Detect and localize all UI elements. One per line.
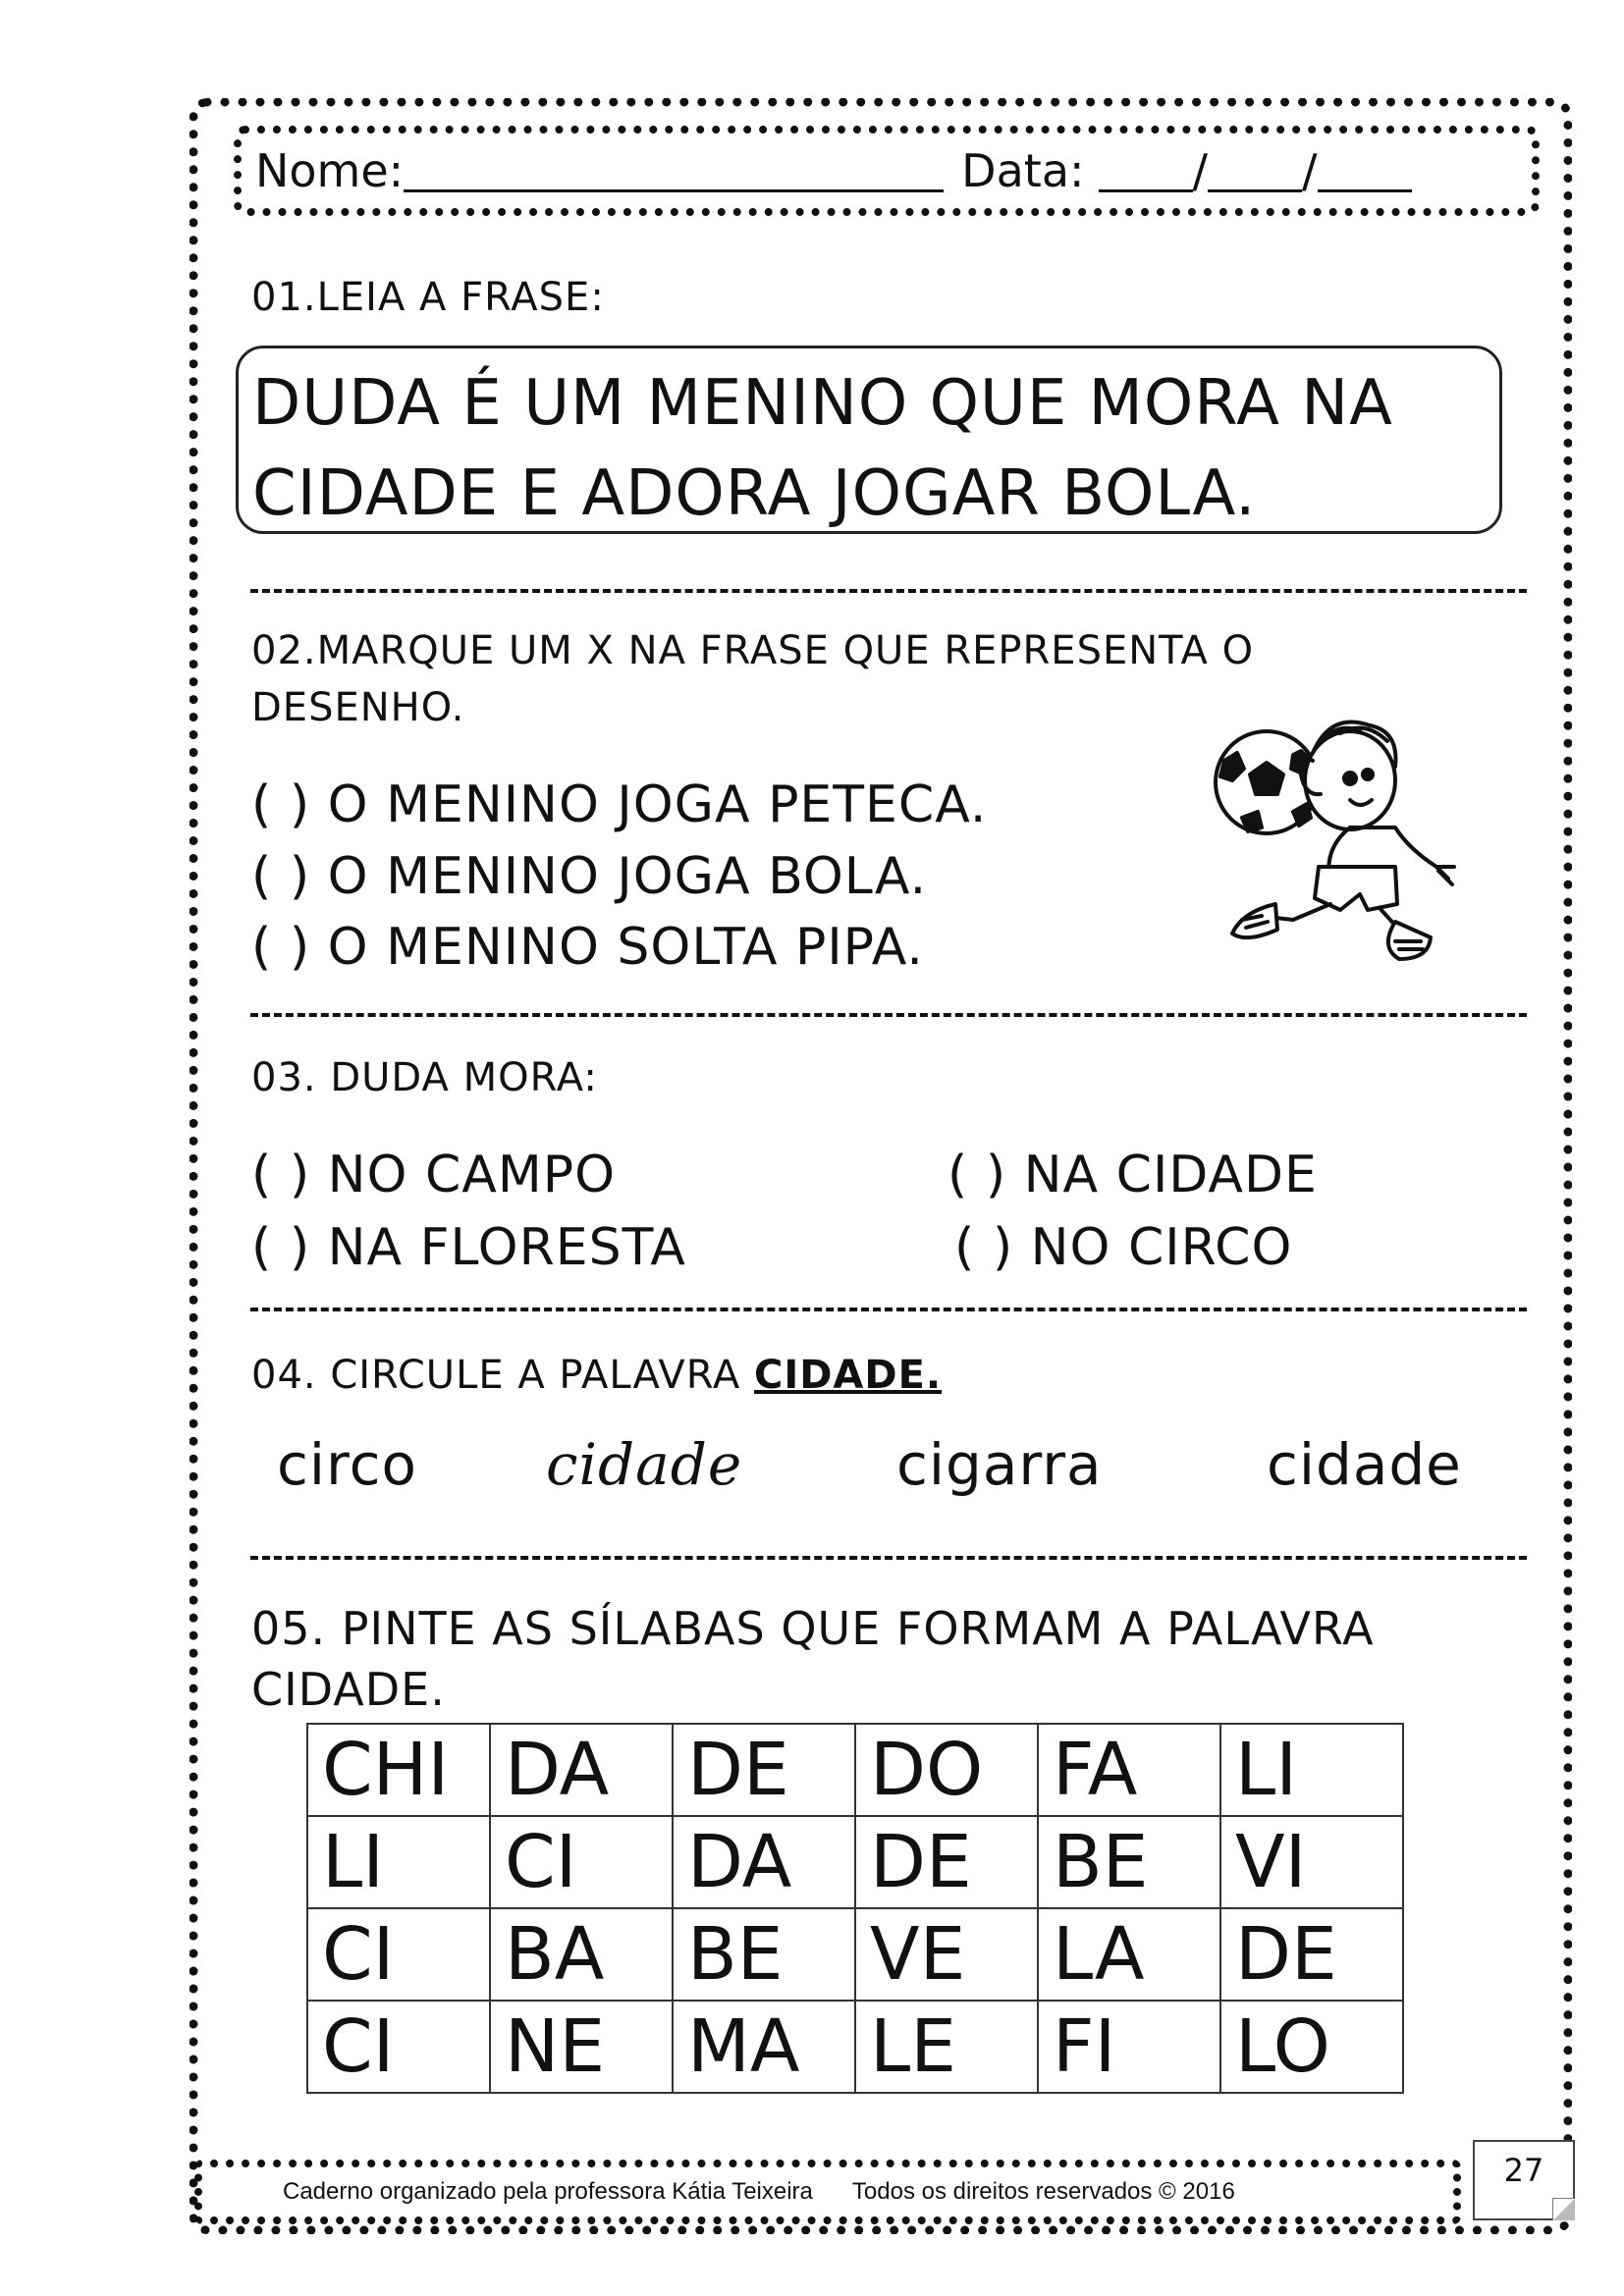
section-divider (250, 1013, 1527, 1021)
section-divider (250, 1556, 1527, 1564)
q2-title-line-2: DESENHO. (251, 685, 465, 730)
q3-title: 03. DUDA MORA: (251, 1055, 598, 1100)
syllable-cell[interactable]: LI (307, 1816, 490, 1908)
syllable-cell[interactable]: DO (855, 1724, 1038, 1816)
date-year-field[interactable] (1318, 150, 1412, 192)
q3-option[interactable]: ( ) NA CIDADE (947, 1146, 1318, 1204)
phrase-line-1: DUDA É UM MENINO QUE MORA NA (252, 367, 1393, 440)
page-curl-icon (1552, 2198, 1575, 2220)
syllable-cell[interactable]: FI (1038, 2001, 1220, 2093)
name-label: Nome: (255, 144, 405, 197)
page-number: 27 (1503, 2152, 1544, 2189)
syllable-cell[interactable]: LE (855, 2001, 1038, 2093)
syllable-cell[interactable]: DA (490, 1724, 673, 1816)
syllable-cell[interactable]: CI (307, 2001, 490, 2093)
footer-credit: Caderno organizado pela professora Kátia Teixeira (283, 2178, 813, 2205)
q1-title: 01.LEIA A FRASE: (251, 275, 605, 320)
syllable-cell[interactable]: DE (673, 1724, 855, 1816)
page-number-box (1473, 2140, 1575, 2220)
syllable-cell[interactable]: LA (1038, 1908, 1220, 2001)
boy-with-ball-illustration (1203, 702, 1458, 967)
header-box (234, 126, 1540, 216)
table-row (307, 1816, 1403, 1908)
syllable-cell[interactable]: BE (673, 1908, 855, 2001)
name-field[interactable] (404, 150, 944, 192)
phrase-line-2: CIDADE E ADORA JOGAR BOLA. (252, 457, 1257, 530)
word-option[interactable]: cidade (1267, 1431, 1462, 1498)
syllable-cell[interactable]: BE (1038, 1816, 1220, 1908)
q2-option[interactable]: ( ) O MENINO JOGA PETECA. (251, 775, 988, 834)
q3-option[interactable]: ( ) NA FLORESTA (251, 1218, 686, 1277)
syllable-cell[interactable]: NE (490, 2001, 673, 2093)
syllable-cell[interactable]: CI (307, 1908, 490, 2001)
section-divider (250, 1308, 1527, 1315)
table-row (307, 2001, 1403, 2093)
syllable-cell[interactable]: VE (855, 1908, 1038, 2001)
syllable-cell[interactable]: FA (1038, 1724, 1220, 1816)
syllable-cell[interactable]: DA (673, 1816, 855, 1908)
table-row (307, 1724, 1403, 1816)
q2-title-line-1: 02.MARQUE UM X NA FRASE QUE REPRESENTA O (251, 628, 1255, 673)
date-label: Data: (961, 144, 1085, 197)
word-option[interactable]: circo (277, 1431, 417, 1498)
q5-title-line-2: CIDADE. (251, 1663, 446, 1716)
phrase-box (236, 346, 1502, 534)
syllable-cell[interactable]: DE (855, 1816, 1038, 1908)
syllable-cell[interactable]: LO (1220, 2001, 1403, 2093)
date-slash: / (1192, 144, 1209, 197)
q2-option[interactable]: ( ) O MENINO SOLTA PIPA. (251, 918, 924, 977)
word-option[interactable]: cigarra (896, 1431, 1103, 1498)
q5-title-line-1: 05. PINTE AS SÍLABAS QUE FORMAM A PALAVRA (251, 1602, 1375, 1655)
footer-box (194, 2160, 1461, 2224)
syllable-grid (306, 1723, 1404, 2094)
syllable-cell[interactable]: DE (1220, 1908, 1403, 2001)
table-row (307, 1908, 1403, 2001)
date-month-field[interactable] (1208, 150, 1302, 192)
syllable-cell[interactable]: MA (673, 2001, 855, 2093)
q4-target-word: CIDADE. (753, 1353, 943, 1398)
q2-option[interactable]: ( ) O MENINO JOGA BOLA. (251, 847, 928, 906)
syllable-cell[interactable]: BA (490, 1908, 673, 2001)
date-day-field[interactable] (1099, 150, 1193, 192)
syllable-cell[interactable]: CI (490, 1816, 673, 1908)
syllable-cell[interactable]: CHI (307, 1724, 490, 1816)
q3-option[interactable]: ( ) NO CAMPO (251, 1146, 617, 1204)
q3-option[interactable]: ( ) NO CIRCO (954, 1218, 1293, 1277)
syllable-cell[interactable]: LI (1220, 1724, 1403, 1816)
word-option-cursive[interactable]: cidade (546, 1431, 743, 1498)
q4-title-prefix: 04. CIRCULE A PALAVRA (251, 1353, 754, 1398)
footer-rights: Todos os direitos reservados © 2016 (851, 2178, 1235, 2205)
date-slash: / (1302, 144, 1318, 197)
syllable-cell[interactable]: VI (1220, 1816, 1403, 1908)
q4-title (251, 1348, 942, 1403)
section-divider (250, 589, 1527, 597)
